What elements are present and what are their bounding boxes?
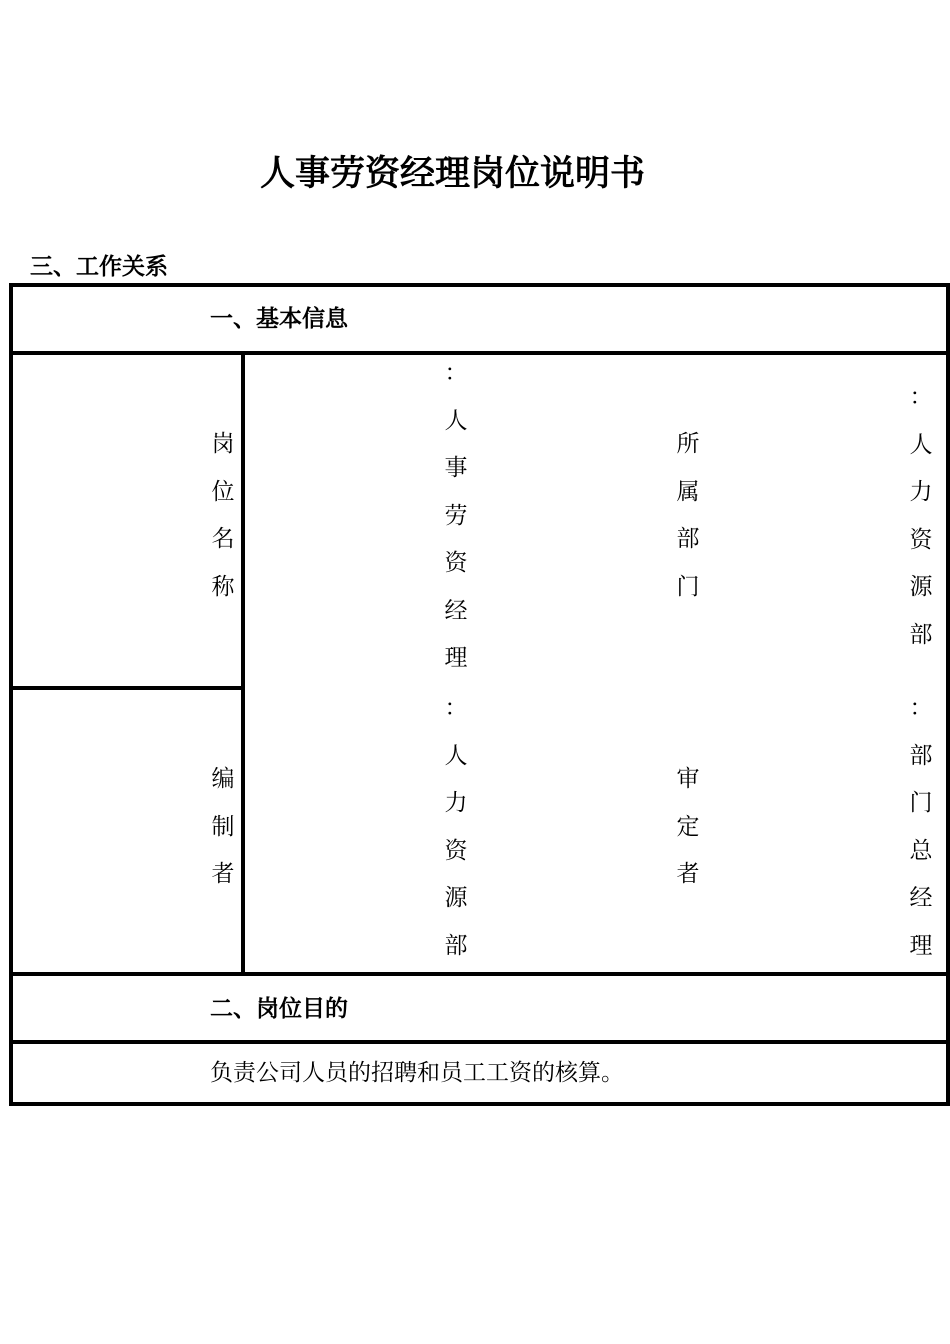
table-border-label-column bbox=[241, 351, 245, 976]
author-value: ：人力资源部 bbox=[444, 695, 468, 959]
table-border-label-divider bbox=[9, 686, 245, 690]
table-border-top bbox=[9, 283, 950, 287]
department-label: 所属部门 bbox=[676, 431, 700, 600]
document-title: 人事劳资经理岗位说明书 bbox=[259, 154, 645, 194]
position-name-label: 岗位名称 bbox=[211, 431, 235, 600]
department-value: ：人力资源部 bbox=[909, 384, 933, 648]
approver-value: ：部门总经理 bbox=[909, 695, 933, 959]
table-border-header2-top bbox=[9, 972, 950, 976]
purpose-text: 负责公司人员的招聘和员工工资的核算。 bbox=[210, 1060, 624, 1086]
table-border-header1-bottom bbox=[9, 351, 950, 355]
table-border-left bbox=[9, 283, 13, 1106]
table-border-bottom bbox=[9, 1102, 950, 1106]
position-name-value: ：人事劳资经理 bbox=[444, 360, 468, 671]
basic-info-header: 一、基本信息 bbox=[210, 306, 348, 332]
approver-label: 审定者 bbox=[676, 766, 700, 887]
purpose-header: 二、岗位目的 bbox=[210, 996, 348, 1022]
author-label: 编制者 bbox=[211, 766, 235, 887]
table-border-header2-bottom bbox=[9, 1040, 950, 1044]
table-border-right bbox=[946, 283, 950, 1106]
section-heading: 三、工作关系 bbox=[30, 254, 168, 280]
